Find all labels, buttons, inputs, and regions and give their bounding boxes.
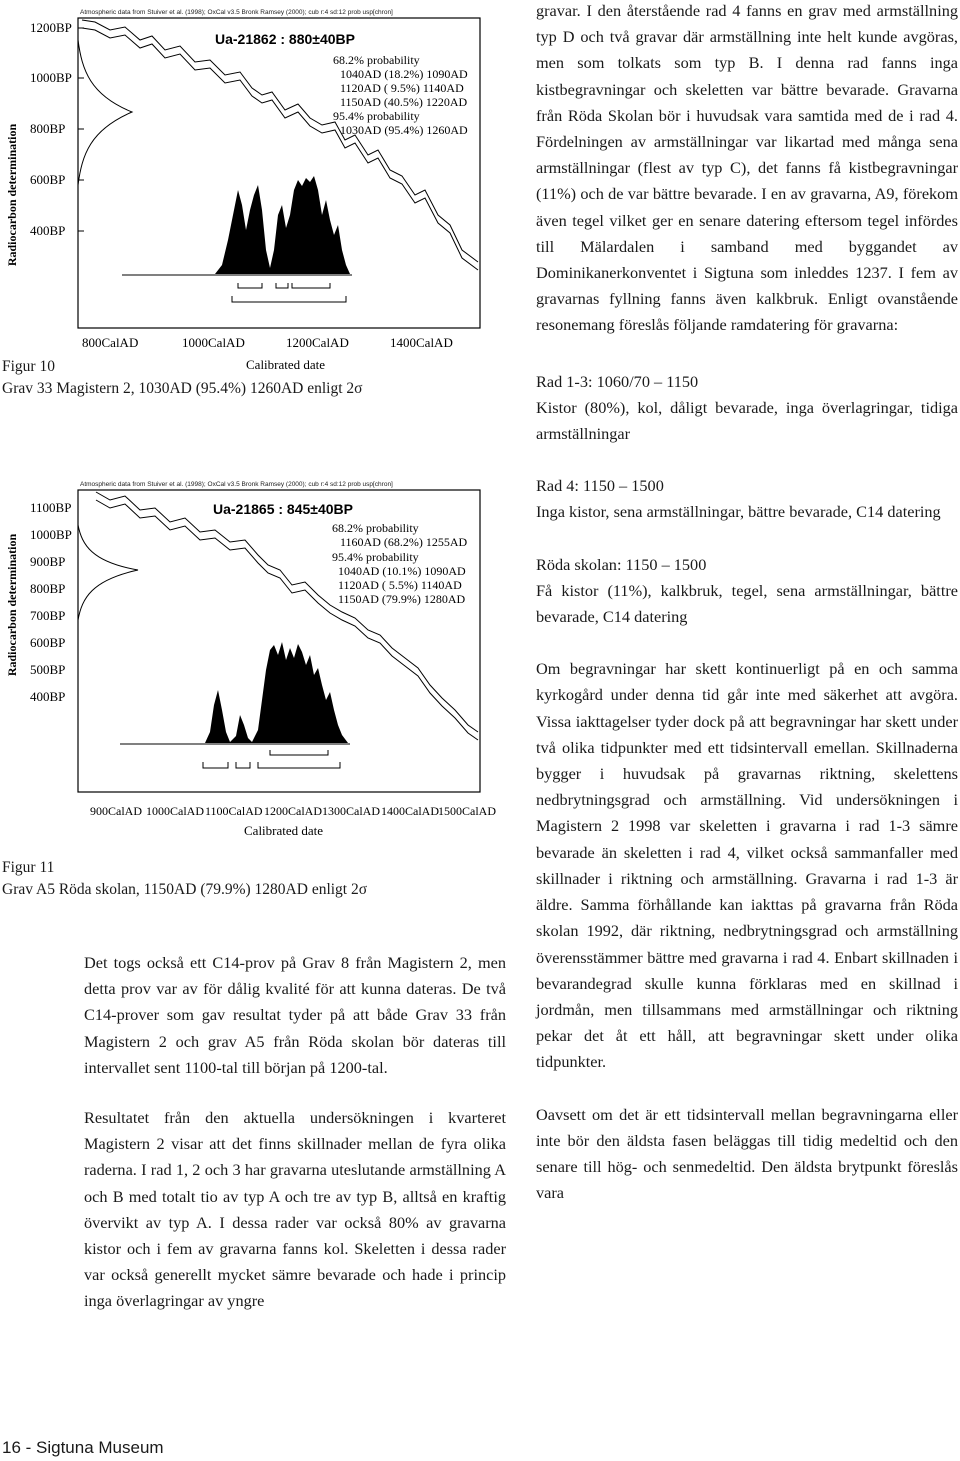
left-paragraph-2: Resultatet från den aktuella undersökningen i kvarteret Magistern 2 visar att det finns skillnader mellan de fyra olika raderna. I rad 1, 2 och 3 har gravarna uteslutande armställning A och B med totalt tio av typ A och tre av typ B, alltså en kraftig övervikt av typ A. I dessa rader var också 80% av gravarna kistor och i fem av gravarna fanns kol. Skeletten i dessa rader var också generellt mycket sämre bevarade och hade i princip inga överlagringar av yngre (84, 1108, 506, 1311)
dating-block-heading: Rad 4: 1150 – 1500 (536, 476, 664, 496)
fig11-caption-label: Figur 11 (2, 859, 55, 876)
fig10-range-brackets (232, 283, 346, 302)
fig11-ytick: 400BP (30, 689, 66, 704)
fig11-prob-line: 1160AD (68.2%) 1255AD (340, 535, 468, 549)
fig10-probabilities (333, 53, 468, 137)
fig11-ytick: 900BP (30, 554, 66, 569)
fig11-xtick: 1400CalAD (381, 804, 439, 818)
dating-block-body: Kistor (80%), kol, dåligt bevarade, inga överlagringar, tidiga armställningar (536, 397, 958, 444)
fig10-caption-text: Grav 33 Magistern 2, 1030AD (95.4%) 1260AD enligt 2σ (2, 380, 363, 397)
fig11-x-ticks (90, 804, 496, 818)
fig10-ytick: 400BP (30, 223, 66, 238)
fig10-ytick: 600BP (30, 172, 66, 187)
fig10-calibrated-distribution (215, 176, 350, 274)
dating-block-rad-1-3 (536, 369, 958, 448)
fig11-y-ticks (30, 500, 72, 704)
fig10-xtick: 800CalAD (82, 335, 139, 350)
fig10-xlabel: Calibrated date (246, 357, 326, 372)
fig10-y-ticks (30, 20, 84, 238)
fig11-probabilities (332, 521, 468, 606)
dating-block-heading: Röda skolan: 1150 – 1500 (536, 554, 707, 574)
fig10-prob-line: 1120AD ( 9.5%) 1140AD (340, 81, 464, 95)
right-column-text (536, 0, 958, 1232)
left-column-text (84, 950, 506, 1341)
fig10-prob-line: 1040AD (18.2%) 1090AD (340, 67, 468, 81)
fig11-xtick: 1200CalAD (264, 804, 322, 818)
right-paragraph-2: Om begravningar har skett kontinuerligt på en och samma kyrkogård under denna tid går inte med säkerhet att avgöra. Vissa iakttagelser tyder dock på att begravningar har skett under två olika tidpunkter med ett tidsintervall emellan. Skillnaderna bygger i huvudsak på gravarnas riktning, skelettens nedbrytningsgrad och armställning. Vid undersökningen i Magistern 2 1998 var skeletten i gravarna i rad 1-3 sämre bevarade än skeletten i rad 4, vilket också sammanfaller med skillnader i riktning och armställning. Gravarna i rad 1-3 är äldre. Samma förhållande kan iakttas på gravarna från Röda skolan 1992, där riktning, nedbrytningsgrad och armställning överensstämmer bättre med gravarna i rad 4. Enbart skillnaden i bevarandegrad skulle kunna förklaras med en skillnad i jordmån, men tillsammans med armställningar och riktning pekar det åt ett håll, att begravningar skett under olika tidpunkter. (536, 659, 958, 1072)
figure-11-caption (2, 857, 367, 901)
fig10-prob-line: 95.4% probability (333, 109, 420, 123)
right-paragraph-1: gravar. I den återstående rad 4 fanns en grav med armställning typ D och två gravar där armställning inte helt kunde avgöras, men som tolkats som typ B. I denna rad fanns inga kistbegravningar och skeletten var bättre bevarade. Gravarna från Röda Skolan bör i huvudsak vara samtida med de i rad 4. Fördelningen av armställningar var likartad med många sena armställningar (flest av typ C), det fanns få kistbegravningar (11%) och de var bättre bevarade. I en av gravarna, A9, förekom även tegel vilket ger en senare datering eftersom tegel infördes till Mälardalen i samband med byggandet av Dominikanerkonventet i Sigtuna som inleddes 1237. I fem av gravarnas fyllning fanns även kalkbruk. Enligt ovanstående resonemang föreslås följande ramdatering för gravarna: (536, 1, 958, 335)
fig11-prob-line: 95.4% probability (332, 550, 419, 564)
dating-block-roda-skolan (536, 552, 958, 631)
figure-10-caption (2, 356, 363, 400)
fig11-caption-text: Grav A5 Röda skolan, 1150AD (79.9%) 1280AD enligt 2σ (2, 881, 368, 898)
fig10-prob-line: 68.2% probability (333, 53, 420, 67)
figure-11-chart (0, 470, 500, 845)
fig11-ytick: 600BP (30, 635, 66, 650)
fig11-ytick: 500BP (30, 662, 66, 677)
fig10-ylabel: Radiocarbon determination (5, 123, 19, 267)
fig11-prob-line: 1120AD ( 5.5%) 1140AD (338, 578, 462, 592)
fig11-ylabel: Radiocarbon determination (5, 533, 19, 677)
fig10-title: Ua-21862 : 880±40BP (215, 31, 355, 47)
fig11-xtick: 1300CalAD (322, 804, 380, 818)
page-footer: 16 - Sigtuna Museum (2, 1438, 164, 1457)
fig11-prob-line: 68.2% probability (332, 521, 419, 535)
fig10-xtick: 1000CalAD (182, 335, 245, 350)
fig11-calibrated-distribution (205, 642, 348, 743)
fig11-xtick: 1100CalAD (205, 804, 263, 818)
figure-10-chart (0, 0, 500, 380)
fig11-radiocarbon-distribution (78, 525, 138, 620)
fig10-ytick: 800BP (30, 121, 66, 136)
dating-block-body: Inga kistor, sena armställningar, bättre bevarade, C14 datering (536, 502, 941, 522)
fig10-atmo-note: Atmospheric data from Stuiver et al. (1998); OxCal v3.5 Bronk Ramsey (2000); cub r:4 sd:12 prob usp[chron] (80, 9, 393, 16)
fig10-ytick: 1200BP (30, 20, 72, 35)
fig10-caption-label: Figur 10 (2, 358, 55, 375)
fig11-xtick: 1000CalAD (146, 804, 204, 818)
fig11-xtick: 900CalAD (90, 804, 142, 818)
fig11-title: Ua-21865 : 845±40BP (213, 501, 353, 517)
fig11-ytick: 800BP (30, 581, 66, 596)
fig10-prob-line: 1150AD (40.5%) 1220AD (340, 95, 468, 109)
fig11-xtick: 1500CalAD (438, 804, 496, 818)
fig11-ytick: 700BP (30, 608, 66, 623)
fig10-prob-line: 1030AD (95.4%) 1260AD (340, 123, 468, 137)
fig10-radiocarbon-distribution (78, 40, 132, 185)
dating-block-heading: Rad 1-3: 1060/70 – 1150 (536, 371, 699, 391)
fig11-ytick: 1000BP (30, 527, 72, 542)
fig10-xtick: 1400CalAD (390, 335, 453, 350)
right-paragraph-3: Oavsett om det är ett tidsintervall mellan begravningarna eller inte bör den äldsta fasen beläggas till tidig medeltid och den senare till hög- och senmedeltid. Den äldsta brytpunkt föreslås vara (536, 1104, 958, 1203)
fig11-prob-line: 1150AD (79.9%) 1280AD (338, 592, 466, 606)
fig11-atmo-note: Atmospheric data from Stuiver et al. (1998); OxCal v3.5 Bronk Ramsey (2000); cub r:4 sd:12 prob usp[chron] (80, 481, 393, 488)
fig10-x-ticks (82, 335, 453, 350)
fig11-prob-line: 1040AD (10.1%) 1090AD (338, 564, 466, 578)
fig10-xtick: 1200CalAD (286, 335, 349, 350)
fig11-range-brackets (203, 750, 340, 768)
fig10-ytick: 1000BP (30, 70, 72, 85)
left-paragraph-1: Det togs också ett C14-prov på Grav 8 från Magistern 2, men detta prov var av för dålig kvalité för att kunna dateras. De två C14-prover som gav resultat tyder på att både Grav 33 från Magistern 2 och grav A5 från Röda skolan bör dateras till intervallet sent 1100-tal till början på 1200-tal. (84, 953, 506, 1077)
fig11-ytick: 1100BP (30, 500, 72, 515)
fig11-xlabel: Calibrated date (244, 823, 324, 838)
dating-block-body: Få kistor (11%), kalkbruk, tegel, sena armställningar, bättre bevarade, C14 datering (536, 580, 958, 627)
dating-block-rad-4 (536, 473, 958, 525)
